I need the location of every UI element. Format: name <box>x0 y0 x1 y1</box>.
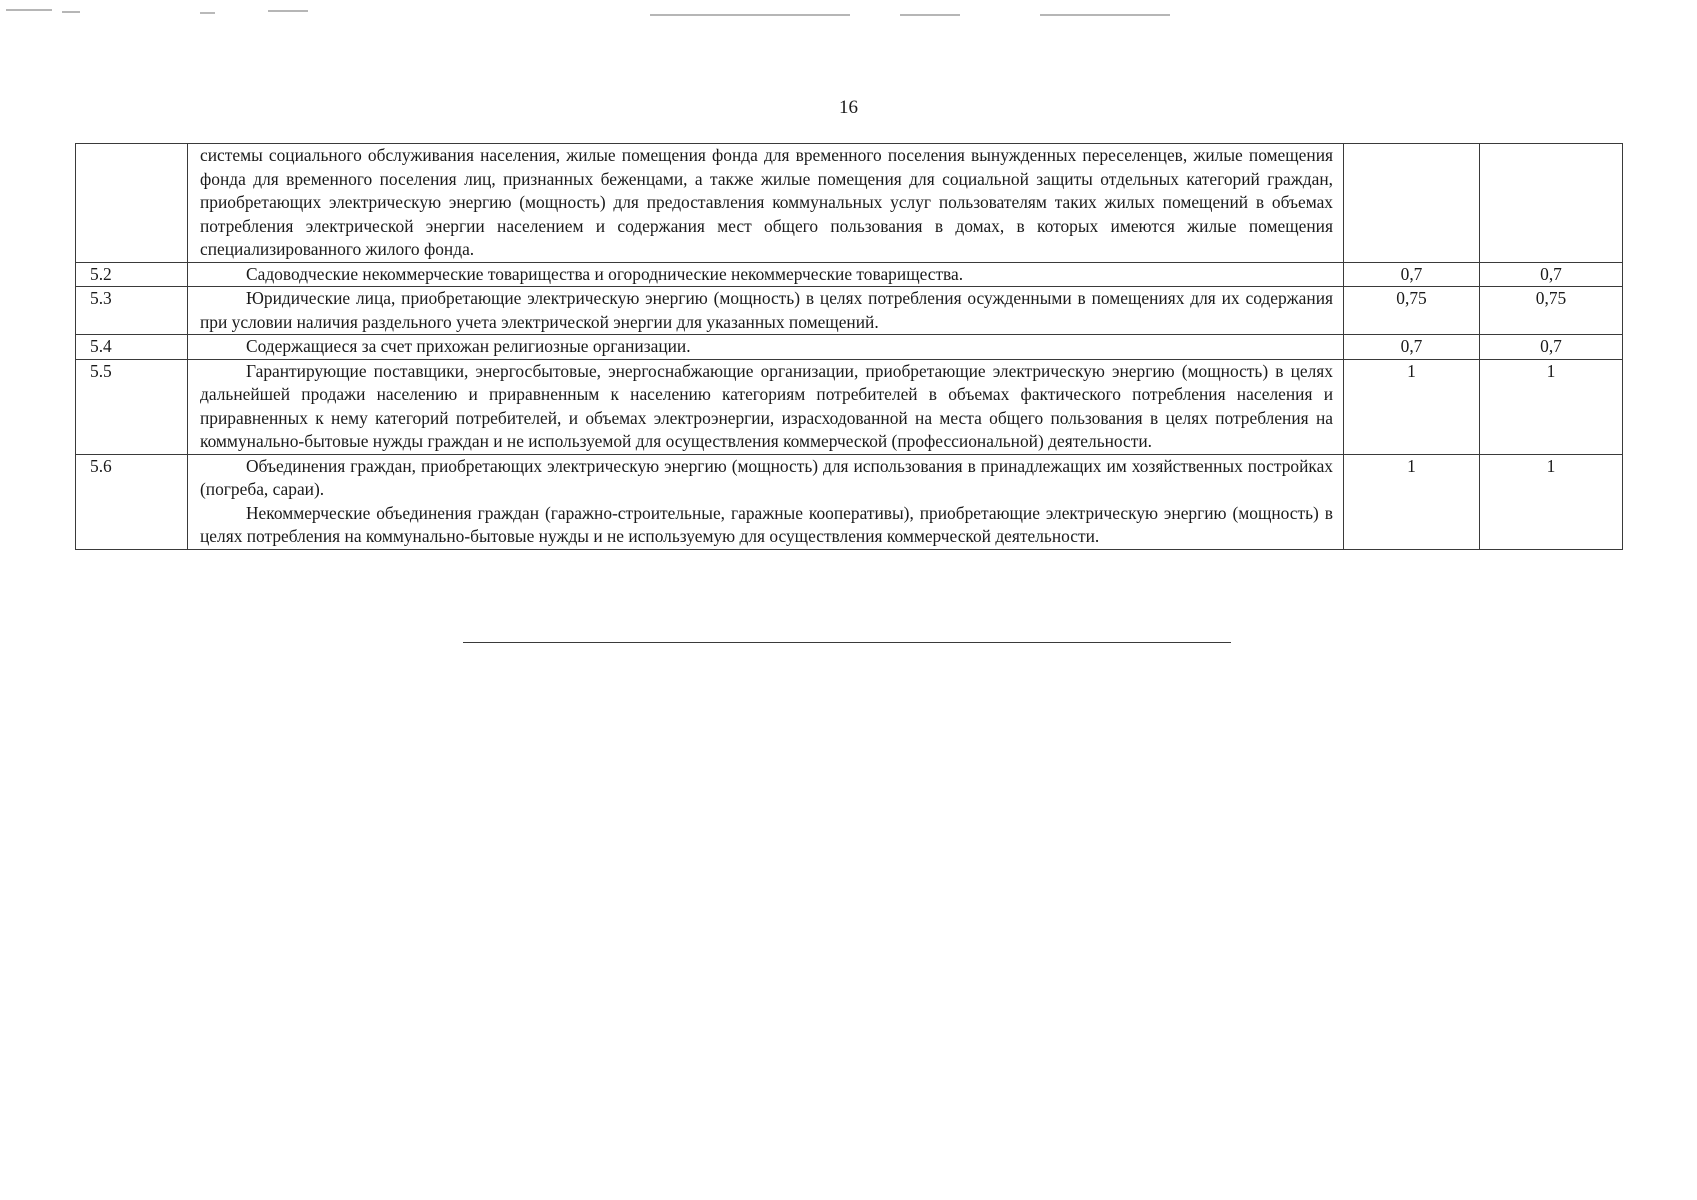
value-1: 0,75 <box>1344 287 1480 335</box>
row-description <box>188 287 1344 335</box>
description-paragraph: Некоммерческие объединения граждан (гаражно-строительные, гаражные кооперативы), приобретающие электрическую энергию (мощность) в целях потребления на коммунально-бытовые нужды и не используемую для осуществления коммерческой деятельности. <box>200 502 1333 546</box>
row-number: 5.6 <box>76 454 188 549</box>
table-row-5-6 <box>76 454 1623 549</box>
row-number: 5.5 <box>76 359 188 454</box>
table-row-5-2 <box>76 262 1623 287</box>
row-number: 5.4 <box>76 335 188 360</box>
description-paragraph: Объединения граждан, приобретающих электрическую энергию (мощность) для использования в принадлежащих им хозяйственных постройках (погреба, сараи). <box>200 455 1333 499</box>
value-2: 1 <box>1480 454 1623 549</box>
description-paragraph: Юридические лица, приобретающие электрическую энергию (мощность) в целях потребления осужденными в помещениях для их содержания при условии наличия раздельного учета электрической энергии для указанных помещений. <box>200 288 1333 332</box>
value-1: 1 <box>1344 359 1480 454</box>
description-paragraph: Содержащиеся за счет прихожан религиозные организации. <box>246 336 691 356</box>
row-description-cell <box>188 144 1344 263</box>
row-description <box>188 335 1344 360</box>
description-paragraph: Садоводческие некоммерческие товарищества и огороднические некоммерческие товарищества. <box>246 263 964 284</box>
value-cell-2 <box>1480 144 1623 263</box>
table-row-5-5 <box>76 359 1623 454</box>
tariff-coefficients-table <box>75 143 1623 550</box>
page-number: 16 <box>839 97 858 118</box>
row-description <box>188 262 1344 287</box>
description-paragraph: Гарантирующие поставщики, энергосбытовые, энергоснабжающие организации, приобретающие электрическую энергию (мощность) в целях дальнейшей продажи населению и приравненным к населению категориям потребителей в объемах фактического потребления населения и приравненных к нему категорий потребителей, и объемах электроэнергии, израсходованной на места общего пользования в целях потребления на коммунально-бытовые нужды граждан и не используемой для осуществления коммерческой (профессиональной) деятельности. <box>200 360 1333 451</box>
row-description <box>188 454 1344 549</box>
value-2: 0,7 <box>1480 262 1623 287</box>
end-of-document-rule <box>463 642 1231 643</box>
value-2: 1 <box>1480 359 1623 454</box>
table-row-5-3 <box>76 287 1623 335</box>
value-2: 0,7 <box>1480 335 1623 360</box>
value-1: 0,7 <box>1344 335 1480 360</box>
table-row-continuation <box>76 144 1623 263</box>
value-1: 1 <box>1344 454 1480 549</box>
value-cell-1 <box>1344 144 1480 263</box>
table-row-5-4 <box>76 335 1623 360</box>
value-1: 0,7 <box>1344 262 1480 287</box>
value-2: 0,75 <box>1480 287 1623 335</box>
row-number-cell <box>76 144 188 263</box>
row-description <box>188 359 1344 454</box>
row-number: 5.2 <box>76 262 188 287</box>
continuation-paragraph: системы социального обслуживания населения, жилые помещения фонда для временного поселения вынужденных переселенцев, жилые помещения фонда для временного поселения лиц, признанных беженцами, а также жилые помещения для социальной защиты отдельных категорий граждан, приобретающих электрическую энергию (мощность) для предоставления коммунальных услуг пользователям таких жилых помещений в объемах потребления электрической энергии населением и содержания мест общего пользования в домах, в которых имеются жилые помещения специализированного жилого фонда. <box>200 145 1333 259</box>
scan-edge-marks <box>0 4 1697 20</box>
row-number: 5.3 <box>76 287 188 335</box>
